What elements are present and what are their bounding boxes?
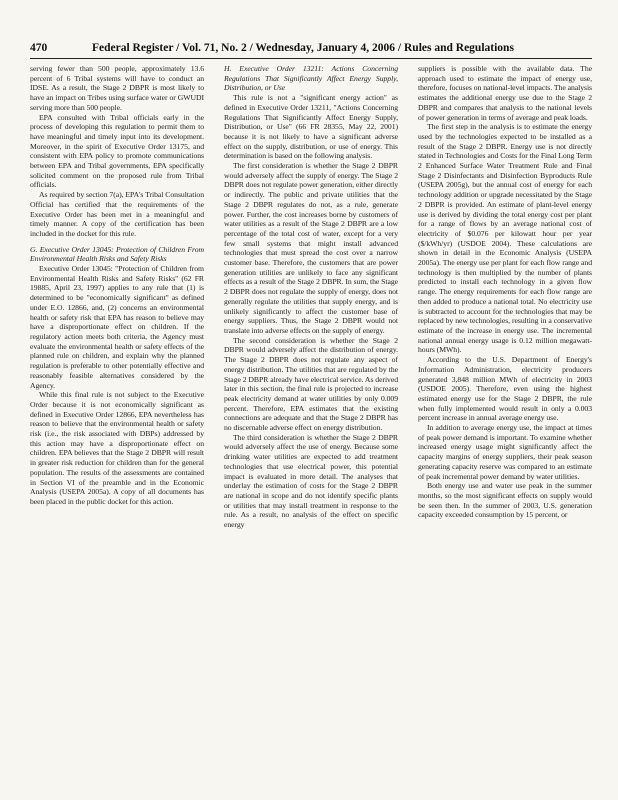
body-paragraph: The first consideration is whether the Stage 2 DBPR would adversely affect the supply of energy. The Stage 2 DBPR does not regulate power generation, either directly or indirectly. The public and private utilities that the Stage 2 DBPR regulates do not, as a rule, generate power. Further, the cost increases borne by customers of water utilities as a result of the Stage 2 DBPR are a low percentage of the total cost of water, except for a very few small systems that might install advanced technologies that must spread the cost over a narrow customer base. Therefore, the customers that are power generation utilities are unlikely to face any significant effects as a result of the Stage 2 DBPR. In sum, the Stage 2 DBPR does not regulate the supply of energy, does not generally regulate the utilities that supply energy, and is unlikely significantly to affect the customer base of energy suppliers. Thus, the Stage 2 DBPR would not translate into adverse effects on the supply of energy. — [224, 161, 398, 335]
page-number: 470 — [30, 42, 48, 54]
section-heading: H. Executive Order 13211: Actions Concerning Regulations That Significantly Affect Energy Supply, Distribution, or Use — [224, 64, 398, 93]
body-paragraph: The third consideration is whether the Stage 2 DBPR would adversely affect the use of energy. Because some drinking water utilities are expected to add treatment technologies that use electrical power, this potential impact is evaluated in more detail. The analyses that underlay the estimation of costs for the Stage 2 DBPR are national in scope and do not identify specific plants or utilities that may install treatment in response to the rule. As a result, no analysis of the effect on specific energy — [224, 432, 398, 530]
body-paragraph: EPA consulted with Tribal officials early in the process of developing this regulation to permit them to have meaningful and timely input into its development. Moreover, in the spirit of Executive Order 13175, and consistent with EPA policy to promote communications between EPA and Tribal governments, EPA specifically solicited comment on the proposed rule from Tribal officials. — [30, 112, 204, 190]
body-paragraph: The second consideration is whether the Stage 2 DBPR would adversely affect the distribution of energy. The Stage 2 DBPR does not regulate any aspect of energy distribution. The utilities that are regulated by the Stage 2 DBPR already have electrical service. As derived later in this section, the final rule is projected to increase peak electricity demand at water utilities by only 0.009 percent. Therefore, EPA estimates that the existing connections are adequate and that the Stage 2 DBPR has no discernable adverse effect on energy distribution. — [224, 335, 398, 433]
body-paragraph: suppliers is possible with the available data. The approach used to estimate the impact of energy use, therefore, focuses on national-level impacts. The analysis estimates the additional energy use due to the Stage 2 DBPR and compares that analysis to the national levels of power generation in terms of average and peak loads. — [418, 64, 592, 122]
running-header — [30, 42, 590, 54]
body-paragraph: As required by section 7(a), EPA's Tribal Consultation Official has certified that the requirements of the Executive Order has been met in a meaningful and timely manner. A copy of the certification has been included in the docket for this rule. — [30, 190, 204, 238]
body-paragraph: serving fewer than 500 people, approximately 13.6 percent of 6 Tribal systems will have to conduct an IDSE. As a result, the Stage 2 DBPR is most likely to have an impact on Tribes using surface water or GWUDI serving more than 500 people. — [30, 64, 204, 112]
body-paragraph: The first step in the analysis is to estimate the energy used by the technologies expected to be installed as a result of the Stage 2 DBPR. Energy use is not directly stated in Technologies and Costs for the Final Long Term 2 Enhanced Surface Water Treatment Rule and Final Stage 2 Disinfectants and Disinfection Byproducts Rule (USEPA 2005g), but the annual cost of energy for each technology addition or upgrade necessitated by the Stage 2 DBPR is provided. An estimate of plant-level energy use is derived by dividing the total energy cost per plant for a range of flows by an average national cost of electricity of $0.076 per kilowatt hour per year ($/kWh/yr) (USDOE 2004). These calculations are shown in detail in the Economic Analysis (USEPA 2005a). The energy use per plant for each flow range and technology is then multiplied by the number of plants predicted to install each technology in a given flow range. The energy requirements for each flow range are then added to produce a national total. No electricity use is subtracted to account for the technologies that may be replaced by new technologies, resulting in a conservative estimate of the increase in energy use. The incremental national annual energy usage is 0.12 million megawatt-hours (MWh). — [418, 122, 592, 355]
text-column-middle — [224, 64, 398, 530]
text-column-right — [418, 64, 592, 520]
body-paragraph: Both energy use and water use peak in the summer months, so the most significant effects on supply would be seen then. In the summer of 2003, U.S. generation capacity exceeded consumption by 15 percent, or — [418, 481, 592, 520]
header-rule — [30, 58, 592, 59]
running-title: Federal Register / Vol. 71, No. 2 / Wednesday, January 4, 2006 / Rules and Regulations — [92, 42, 514, 54]
section-heading: G. Executive Order 13045: Protection of Children From Environmental Health Risks and Safety Risks — [30, 244, 204, 264]
body-paragraph: This rule is not a "significant energy action" as defined in Executive Order 13211, "Actions Concerning Regulations That Significantly Affect Energy Supply, Distribution, or Use" (66 FR 28355, May 22, 2001) because it is not likely to have a significant adverse effect on the supply, distribution, or use of energy. This determination is based on the following analysis. — [224, 93, 398, 161]
body-paragraph: Executive Order 13045: "Protection of Children from Environmental Health Risks and Safety Risks" (62 FR 19885, April 23, 1997) applies to any rule that (1) is determined to be "economically significant" as defined under E.O. 12866, and, (2) concerns an environmental health or safety risk that EPA has reason to believe may have a disproportionate effect on children. If the regulatory action meets both criteria, the Agency must evaluate the environmental health or safety effects of the planned rule on children, and explain why the planned regulation is preferable to other potentially effective and reasonably feasible alternatives considered by the Agency. — [30, 264, 204, 390]
body-paragraph: According to the U.S. Department of Energy's Information Administration, electricity producers generated 3,848 million MWh of electricity in 2003 (USDOE 2005). Therefore, even using the highest estimated energy use for the Stage 2 DBPR, the rule when fully implemented would result in only a 0.003 percent increase in annual average energy use. — [418, 355, 592, 423]
text-column-left — [30, 64, 204, 507]
body-paragraph: In addition to average energy use, the impact at times of peak power demand is important. To examine whether increased energy usage might significantly affect the capacity margins of energy suppliers, their peak season generating capacity reserve was compared to an estimate of peak incremental power demand by water utilities. — [418, 423, 592, 481]
body-paragraph: While this final rule is not subject to the Executive Order because it is not economically significant as defined in Executive Order 12866, EPA nevertheless has reason to believe that the environmental health or safety risk (i.e., the risk associated with DBPs) addressed by this action may have a disproportionate effect on children. EPA believes that the Stage 2 DBPR will result in greater risk reduction for children than for the general population. The results of the assessments are contained in Section VI of the preamble and in the Economic Analysis (USEPA 2005a). A copy of all documents has been placed in the public docket for this action. — [30, 390, 204, 506]
